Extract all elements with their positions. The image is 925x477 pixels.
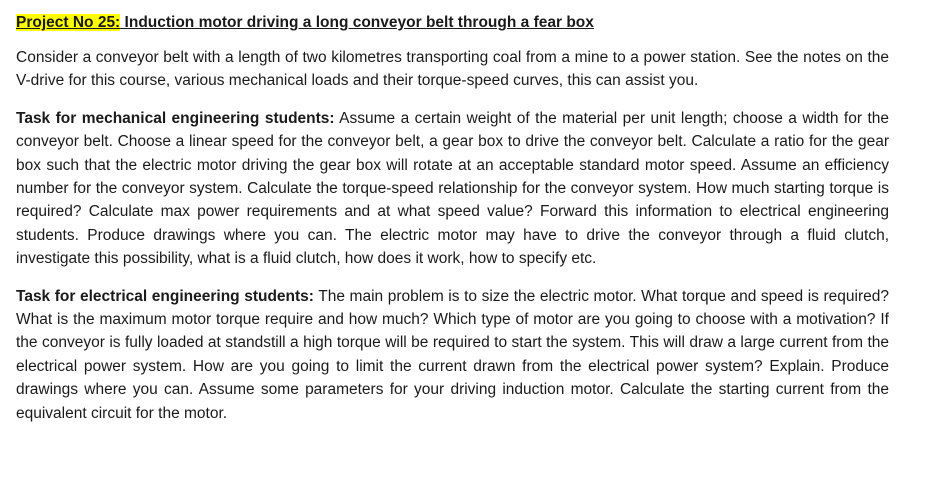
electrical-task-heading: Task for electrical engineering students:	[16, 287, 314, 305]
project-title	[16, 12, 889, 34]
project-title-text: Induction motor driving a long conveyor belt through a fear box	[120, 14, 594, 31]
electrical-task-body: The main problem is to size the electric motor. What torque and speed is required? What is the maximum motor torque require and how much? Which type of motor are you going to choose with a motivation? If the conveyor is fully loaded at standstill a high torque will be required to start the system. This will draw a large current from the electrical power system. How are you going to limit the current drawn from the electrical power system? Explain. Produce drawings where you can. Assume some parameters for your driving induction motor. Calculate the starting current from the equivalent circuit for the motor.	[16, 287, 889, 422]
intro-paragraph: Consider a conveyor belt with a length of two kilometres transporting coal from a mine to a power station. See the notes on the V-drive for this course, various mechanical loads and their torque-speed curves, this can assist you.	[16, 49, 889, 90]
project-number-label: Project No 25:	[16, 14, 121, 31]
mechanical-task-body: Assume a certain weight of the material per unit length; choose a width for the conveyor belt. Choose a linear speed for the conveyor belt, a gear box to drive the conveyor belt. Calculate a ratio for the gear box such that the electric motor driving the gear box will rotate at an acceptable standard motor speed. Assume an efficiency number for the conveyor system. Calculate the torque-speed relationship for the conveyor system. How much starting torque is required? Calculate max power requirements and at what speed value? Forward this information to electrical engineering students. Produce drawings where you can. The electric motor may have to drive the conveyor through a fluid clutch, investigate this possibility, what is a fluid clutch, how does it work, how to specify etc.	[16, 109, 889, 268]
electrical-task-paragraph	[16, 285, 889, 425]
mechanical-task-heading: Task for mechanical engineering students:	[16, 109, 335, 127]
mechanical-task-paragraph	[16, 107, 889, 271]
